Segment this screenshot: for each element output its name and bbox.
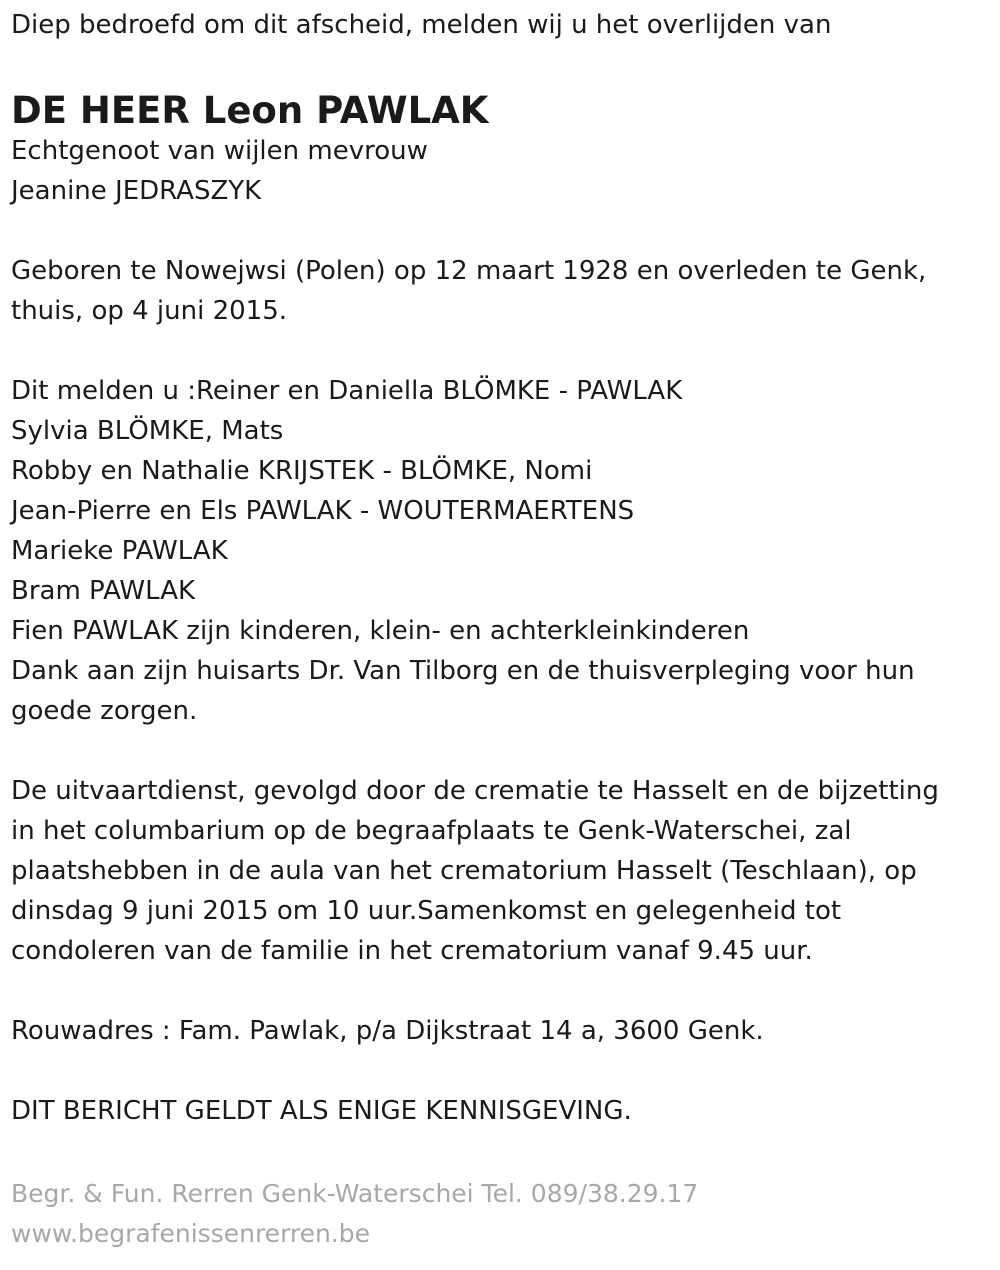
family-line: Robby en Nathalie KRIJSTEK - BLÖMKE, Nomi [11, 456, 593, 486]
family-line: Bram PAWLAK [11, 576, 196, 606]
birth-death-line: thuis, op 4 juni 2015. [11, 296, 288, 326]
funeral-home-footer [11, 1174, 698, 1254]
thanks-line: goede zorgen. [11, 696, 198, 726]
spouse-name: Jeanine JEDRASZYK [11, 176, 262, 206]
spouse-section [11, 131, 986, 211]
service-line: in het columbarium op de begraafplaats te Genk-Waterschei, zal [11, 816, 852, 846]
sole-announcement: DIT BERICHT GELDT ALS ENIGE KENNISGEVING. [11, 1096, 632, 1126]
family-line: Marieke PAWLAK [11, 536, 228, 566]
funeral-home-contact: Begr. & Fun. Rerren Genk-Waterschei Tel. 089/38.29.17 [11, 1179, 699, 1208]
birth-death-line: Geboren te Nowejwsi (Polen) op 12 maart 1928 en overleden te Genk, [11, 256, 927, 286]
deceased-name: DE HEER Leon PAWLAK [11, 89, 489, 132]
family-line: Dit melden u :Reiner en Daniella BLÖMKE - PAWLAK [11, 376, 683, 406]
funeral-home-website: www.begrafenissenrerren.be [11, 1219, 371, 1248]
mourning-address: Rouwadres : Fam. Pawlak, p/a Dijkstraat 14 a, 3600 Genk. [11, 1016, 764, 1046]
family-line: Jean-Pierre en Els PAWLAK - WOUTERMAERTENS [11, 496, 635, 526]
service-line: dinsdag 9 juni 2015 om 10 uur.Samenkomst en gelegenheid tot [11, 896, 842, 926]
intro-text: Diep bedroefd om dit afscheid, melden wij u het overlijden van [11, 10, 832, 40]
family-section [11, 371, 986, 731]
death-notice [11, 0, 986, 1131]
service-section [11, 771, 986, 971]
service-line: plaatshebben in de aula van het crematorium Hasselt (Teschlaan), op [11, 856, 917, 886]
family-line: Fien PAWLAK zijn kinderen, klein- en achterkleinkinderen [11, 616, 750, 646]
family-line: Sylvia BLÖMKE, Mats [11, 416, 284, 446]
birth-death-section [11, 251, 986, 331]
service-line: condoleren van de familie in het crematorium vanaf 9.45 uur. [11, 936, 813, 966]
spouse-line: Echtgenoot van wijlen mevrouw [11, 136, 428, 166]
thanks-line: Dank aan zijn huisarts Dr. Van Tilborg en de thuisverpleging voor hun [11, 656, 915, 686]
service-line: De uitvaartdienst, gevolgd door de crematie te Hasselt en de bijzetting [11, 776, 939, 806]
